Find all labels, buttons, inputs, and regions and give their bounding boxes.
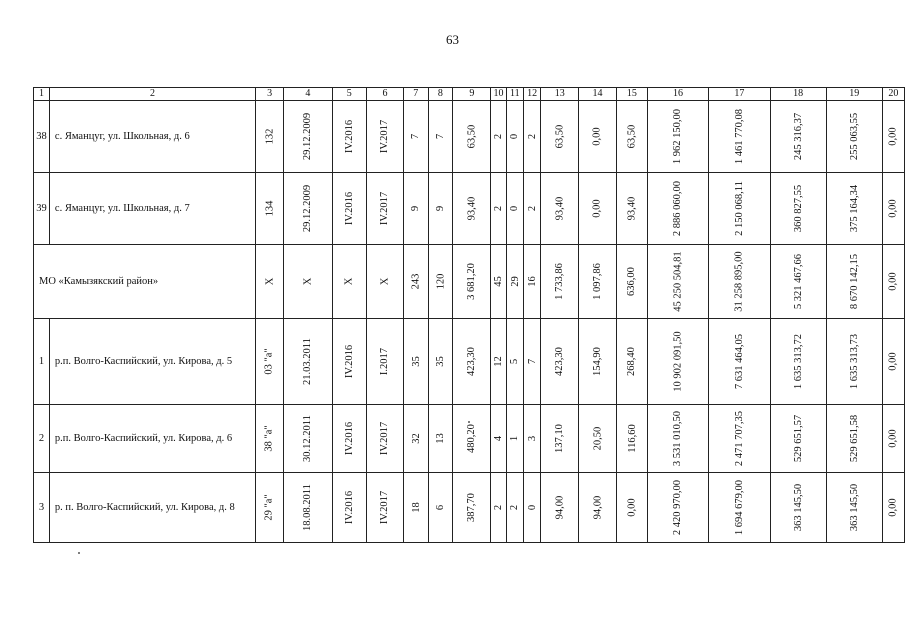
rotated-value: IV.2016 xyxy=(343,421,355,456)
value-cell xyxy=(541,405,579,473)
rotated-value: 16 xyxy=(526,276,538,287)
value-cell xyxy=(882,319,904,405)
value-cell xyxy=(366,101,403,173)
header-cell: 17 xyxy=(709,88,770,101)
rotated-value: 2 886 060,00 xyxy=(672,180,684,237)
rotated-value: 0,00 xyxy=(887,498,899,517)
rotated-value: 255 063,55 xyxy=(848,112,860,161)
rotated-value: I.2017 xyxy=(379,347,391,376)
value-cell xyxy=(332,473,366,543)
value-cell xyxy=(647,473,708,543)
row-number: 39 xyxy=(34,173,50,245)
value-cell xyxy=(453,245,491,319)
value-cell xyxy=(284,473,332,543)
rotated-value: 7 631 464,05 xyxy=(733,333,745,390)
value-cell xyxy=(428,245,453,319)
row-number: 38 xyxy=(34,101,50,173)
header-cell: 16 xyxy=(647,88,708,101)
rotated-value: 363 145,50 xyxy=(792,483,804,532)
rotated-value: X xyxy=(379,277,391,286)
rotated-value: IV.2016 xyxy=(343,344,355,379)
value-cell xyxy=(579,101,617,173)
value-cell xyxy=(616,101,647,173)
value-cell xyxy=(541,319,579,405)
value-cell xyxy=(647,173,708,245)
table-row xyxy=(34,405,905,473)
rotated-value: 93,40 xyxy=(626,196,638,221)
rotated-value: 4 xyxy=(493,435,505,442)
table-row xyxy=(34,173,905,245)
value-cell xyxy=(647,319,708,405)
header-cell: 2 xyxy=(49,88,255,101)
value-cell xyxy=(366,319,403,405)
value-cell xyxy=(616,405,647,473)
rotated-value: 38 "а" xyxy=(264,425,276,452)
value-cell xyxy=(541,101,579,173)
value-cell xyxy=(506,319,523,405)
rotated-value: 0,00 xyxy=(887,199,899,218)
address-cell: р. п. Волго-Каспийский, ул. Кирова, д. 8 xyxy=(49,473,255,543)
value-cell xyxy=(524,405,541,473)
row-number: 1 xyxy=(34,319,50,405)
rotated-value: 93,40 xyxy=(466,196,478,221)
value-cell xyxy=(882,473,904,543)
value-cell xyxy=(770,319,826,405)
rotated-value: 0,00 xyxy=(591,199,603,218)
rotated-value: 2 xyxy=(493,133,505,140)
rotated-value: 0 xyxy=(509,205,521,212)
value-cell xyxy=(332,101,366,173)
address-cell: р.п. Волго-Каспийский, ул. Кирова, д. 6 xyxy=(49,405,255,473)
rotated-value: 03 "а" xyxy=(264,348,276,375)
data-table xyxy=(33,87,905,543)
value-cell xyxy=(366,405,403,473)
rotated-value: 94,00 xyxy=(554,495,566,520)
value-cell xyxy=(826,319,882,405)
value-cell xyxy=(524,319,541,405)
rotated-value: 3 681,20 xyxy=(466,263,478,300)
rotated-value: 2 xyxy=(493,504,505,511)
rotated-value: 1 097,86 xyxy=(591,263,603,300)
summary-label: МО «Камызякский район» xyxy=(34,245,256,319)
value-cell xyxy=(491,173,506,245)
value-cell xyxy=(403,245,428,319)
value-cell xyxy=(579,473,617,543)
value-cell xyxy=(770,405,826,473)
rotated-value: 63,50 xyxy=(466,124,478,149)
rotated-value: 93,40 xyxy=(554,196,566,221)
rotated-value: 0,00 xyxy=(887,127,899,146)
rotated-value: 0,00 xyxy=(887,272,899,291)
value-cell xyxy=(491,319,506,405)
rotated-value: 1 461 770,08 xyxy=(733,108,745,165)
value-cell xyxy=(647,101,708,173)
rotated-value: 45 xyxy=(493,276,505,287)
value-cell xyxy=(284,245,332,319)
header-cell: 8 xyxy=(428,88,453,101)
rotated-value: 5 321 467,66 xyxy=(792,253,804,310)
rotated-value: 1 635 313,73 xyxy=(848,333,860,390)
value-cell xyxy=(709,473,770,543)
value-cell xyxy=(541,245,579,319)
value-cell xyxy=(770,173,826,245)
value-cell xyxy=(826,473,882,543)
value-cell xyxy=(428,101,453,173)
rotated-value: 2 xyxy=(509,504,521,511)
rotated-value: 9 xyxy=(434,205,446,212)
value-cell xyxy=(616,173,647,245)
value-cell xyxy=(403,405,428,473)
value-cell xyxy=(428,173,453,245)
value-cell xyxy=(579,405,617,473)
value-cell xyxy=(403,319,428,405)
rotated-value: 12 xyxy=(493,356,505,367)
rotated-value: 0 xyxy=(509,133,521,140)
value-cell xyxy=(524,101,541,173)
value-cell xyxy=(428,319,453,405)
header-cell: 7 xyxy=(403,88,428,101)
rotated-value: 29 "а" xyxy=(264,494,276,521)
rotated-value: X xyxy=(343,277,355,286)
value-cell xyxy=(491,101,506,173)
value-cell xyxy=(579,319,617,405)
value-cell xyxy=(506,173,523,245)
header-cell: 9 xyxy=(453,88,491,101)
value-cell xyxy=(491,405,506,473)
rotated-value: 636,00 xyxy=(626,267,638,296)
header-cell: 19 xyxy=(826,88,882,101)
value-cell xyxy=(882,405,904,473)
rotated-value: 63,50 xyxy=(626,124,638,149)
rotated-value: 2 150 068,11 xyxy=(733,181,745,236)
rotated-value: 0,00 xyxy=(887,352,899,371)
rotated-value: 35 xyxy=(410,356,422,367)
value-cell xyxy=(579,245,617,319)
rotated-value: IV.2017 xyxy=(379,191,391,226)
rotated-value: IV.2016 xyxy=(343,119,355,154)
rotated-value: 137,10 xyxy=(554,424,566,453)
value-cell xyxy=(709,245,770,319)
value-cell xyxy=(616,473,647,543)
table-row xyxy=(34,319,905,405)
table-row xyxy=(34,101,905,173)
value-cell xyxy=(403,173,428,245)
value-cell xyxy=(709,319,770,405)
rotated-value: 1 635 313,72 xyxy=(792,333,804,390)
rotated-value: 1 733,86 xyxy=(554,263,566,300)
rotated-value: 1 xyxy=(509,435,521,442)
header-row xyxy=(34,88,905,101)
value-cell xyxy=(826,173,882,245)
rotated-value: 30.12.2011 xyxy=(302,415,314,462)
rotated-value: 120 xyxy=(434,273,446,290)
header-cell: 3 xyxy=(256,88,284,101)
rotated-value: 7 xyxy=(526,358,538,365)
value-cell xyxy=(256,245,284,319)
rotated-value: 0 xyxy=(526,504,538,511)
rotated-value: 94,00 xyxy=(591,495,603,520)
rotated-value: 32 xyxy=(410,433,422,444)
address-cell: с. Яманцуг, ул. Школьная, д. 7 xyxy=(49,173,255,245)
value-cell xyxy=(284,405,332,473)
header-cell: 13 xyxy=(541,88,579,101)
rotated-value: 529 651,57 xyxy=(792,414,804,463)
rotated-value: 18 xyxy=(410,502,422,513)
value-cell xyxy=(256,405,284,473)
rotated-value: 2 xyxy=(493,205,505,212)
rotated-value: 245 316,37 xyxy=(792,112,804,161)
rotated-value: 7 xyxy=(434,133,446,140)
rotated-value: 387,70 xyxy=(466,493,478,522)
value-cell xyxy=(453,101,491,173)
value-cell xyxy=(332,245,366,319)
rotated-value: 29.12.2009 xyxy=(302,184,314,233)
rotated-value: 21.03.2011 xyxy=(302,338,314,385)
rotated-value: 29.12.2009 xyxy=(302,112,314,161)
rotated-value: 35 xyxy=(434,356,446,367)
page-number: 63 xyxy=(446,32,459,47)
value-cell xyxy=(284,173,332,245)
rotated-value: 31 258 895,00 xyxy=(733,251,745,312)
rotated-value: IV.2017 xyxy=(379,119,391,154)
rotated-value: 0,00 xyxy=(887,429,899,448)
rotated-value: 20,50 xyxy=(591,426,603,451)
header-cell: 14 xyxy=(579,88,617,101)
value-cell xyxy=(709,173,770,245)
value-cell xyxy=(453,173,491,245)
rotated-value: 116,60 xyxy=(626,424,638,453)
value-cell xyxy=(826,245,882,319)
value-cell xyxy=(709,405,770,473)
value-cell xyxy=(366,173,403,245)
rotated-value: IV.2017 xyxy=(379,421,391,456)
value-cell xyxy=(284,319,332,405)
rotated-value: 363 145,50 xyxy=(848,483,860,532)
header-cell: 11 xyxy=(506,88,523,101)
rotated-value: 3 xyxy=(526,435,538,442)
value-cell xyxy=(882,245,904,319)
value-cell xyxy=(256,319,284,405)
rotated-value: 134 xyxy=(264,200,276,217)
value-cell xyxy=(770,245,826,319)
value-cell xyxy=(579,173,617,245)
rotated-value: 2 471 707,35 xyxy=(733,410,745,467)
scan-speck xyxy=(468,421,470,423)
value-cell xyxy=(882,101,904,173)
rotated-value: 1 962 150,00 xyxy=(672,108,684,165)
rotated-value: IV.2016 xyxy=(343,490,355,525)
rotated-value: 45 250 504,81 xyxy=(672,251,684,312)
value-cell xyxy=(882,173,904,245)
value-cell xyxy=(366,473,403,543)
rotated-value: 6 xyxy=(434,504,446,511)
rotated-value: 423,30 xyxy=(466,347,478,376)
rotated-value: 1 694 679,00 xyxy=(733,479,745,536)
rotated-value: 0,00 xyxy=(626,498,638,517)
value-cell xyxy=(453,473,491,543)
rotated-value: 132 xyxy=(264,128,276,145)
rotated-value: X xyxy=(302,277,314,286)
value-cell xyxy=(256,473,284,543)
header-cell: 18 xyxy=(770,88,826,101)
value-cell xyxy=(709,101,770,173)
value-cell xyxy=(366,245,403,319)
value-cell xyxy=(506,405,523,473)
table-row xyxy=(34,473,905,543)
rotated-value: 29 xyxy=(509,276,521,287)
rotated-value: 8 670 142,15 xyxy=(848,253,860,310)
address-cell: р.п. Волго-Каспийский, ул. Кирова, д. 5 xyxy=(49,319,255,405)
rotated-value: 375 164,34 xyxy=(848,184,860,233)
value-cell xyxy=(506,245,523,319)
rotated-value: 2 xyxy=(526,133,538,140)
scan-speck xyxy=(78,552,80,554)
header-cell: 20 xyxy=(882,88,904,101)
address-cell: с. Яманцуг, ул. Школьная, д. 6 xyxy=(49,101,255,173)
rotated-value: 63,50 xyxy=(554,124,566,149)
value-cell xyxy=(256,173,284,245)
rotated-value: 10 902 091,50 xyxy=(672,331,684,392)
header-cell: 10 xyxy=(491,88,506,101)
header-cell: 5 xyxy=(332,88,366,101)
value-cell xyxy=(453,319,491,405)
value-cell xyxy=(428,405,453,473)
rotated-value: 423,30 xyxy=(554,347,566,376)
value-cell xyxy=(616,319,647,405)
value-cell xyxy=(332,319,366,405)
row-number: 3 xyxy=(34,473,50,543)
rotated-value: 360 827,55 xyxy=(792,184,804,233)
rotated-value: 268,40 xyxy=(626,347,638,376)
value-cell xyxy=(453,405,491,473)
value-cell xyxy=(491,473,506,543)
value-cell xyxy=(524,173,541,245)
rotated-value: X xyxy=(264,277,276,286)
value-cell xyxy=(826,405,882,473)
rotated-value: 0,00 xyxy=(591,127,603,146)
value-cell xyxy=(541,473,579,543)
header-cell: 6 xyxy=(366,88,403,101)
value-cell xyxy=(332,405,366,473)
rotated-value: 5 xyxy=(509,358,521,365)
value-cell xyxy=(403,473,428,543)
rotated-value: IV.2016 xyxy=(343,191,355,226)
rotated-value: 3 531 010,50 xyxy=(672,410,684,467)
rotated-value: 154,90 xyxy=(591,347,603,376)
header-cell: 1 xyxy=(34,88,50,101)
header-cell: 15 xyxy=(616,88,647,101)
rotated-value: 2 xyxy=(526,205,538,212)
rotated-value: 7 xyxy=(410,133,422,140)
header-cell: 4 xyxy=(284,88,332,101)
rotated-value: IV.2017 xyxy=(379,490,391,525)
rotated-value: 243 xyxy=(410,273,422,290)
rotated-value: 2 420 970,00 xyxy=(672,479,684,536)
value-cell xyxy=(770,101,826,173)
value-cell xyxy=(428,473,453,543)
rotated-value: 18.08.2011 xyxy=(302,484,314,531)
rotated-value: 480,20 xyxy=(466,424,478,453)
table-row xyxy=(34,245,905,319)
value-cell xyxy=(403,101,428,173)
value-cell xyxy=(826,101,882,173)
value-cell xyxy=(524,245,541,319)
value-cell xyxy=(541,173,579,245)
rotated-value: 529 651,58 xyxy=(848,414,860,463)
value-cell xyxy=(616,245,647,319)
value-cell xyxy=(647,245,708,319)
value-cell xyxy=(647,405,708,473)
value-cell xyxy=(506,101,523,173)
rotated-value: 13 xyxy=(434,433,446,444)
value-cell xyxy=(491,245,506,319)
value-cell xyxy=(256,101,284,173)
value-cell xyxy=(284,101,332,173)
value-cell xyxy=(770,473,826,543)
rotated-value: 9 xyxy=(410,205,422,212)
value-cell xyxy=(506,473,523,543)
header-cell: 12 xyxy=(524,88,541,101)
row-number: 2 xyxy=(34,405,50,473)
value-cell xyxy=(332,173,366,245)
value-cell xyxy=(524,473,541,543)
